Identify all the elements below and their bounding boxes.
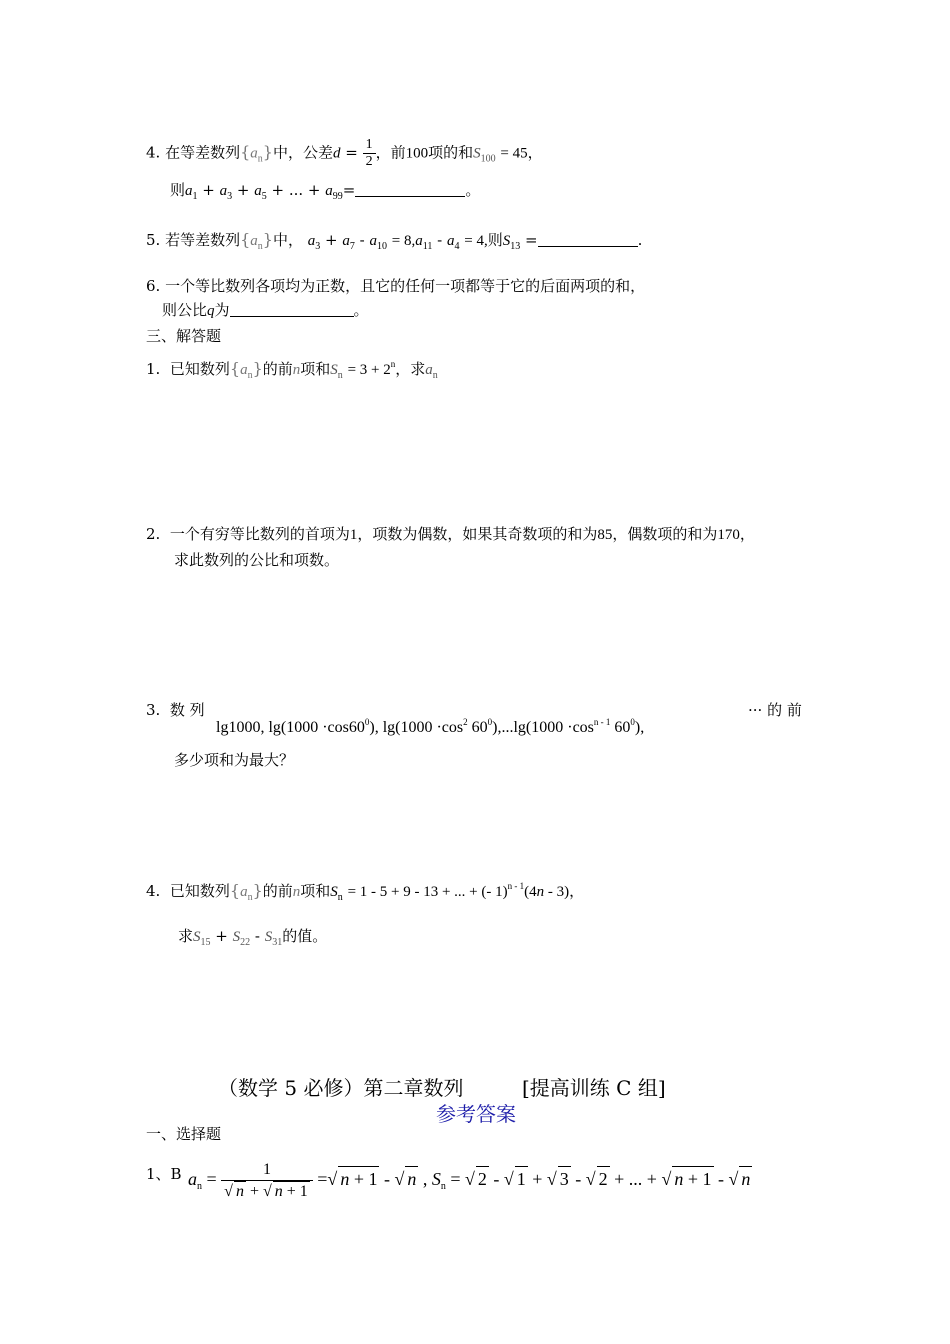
- solve-q3-sequence: lg1000, $\lg(1000 \cdot\cos 60^0)$, $\lg(1000 \cdot\cos^2$ $60^0),...\lg(1000 \cdot\cos^{n - 1}$ $60^0$),: [216, 717, 645, 736]
- solve-q2-line2: 求此数列的公比和项数。: [174, 551, 340, 569]
- q6-number: 6.: [146, 277, 161, 295]
- q4-number: 4.: [146, 143, 161, 162]
- answer-1-formula: $a_n$ = $\frac{1}{√ n + √ n + 1}$ =√ n + 1 - √ n , $S_n$ = √ 2 - √ 1 + √ 3 - √ 2 + ... + √ n + 1 - √ n: [188, 1161, 751, 1200]
- answer-1-label: 1、B: [146, 1165, 182, 1183]
- solve-q3-line2: 多少项和为最大？: [174, 751, 295, 769]
- answers-title-right: [提高训练 C 组]: [522, 1076, 666, 1100]
- answers-title-left: （数学 5 必修）第二章数列: [218, 1076, 464, 1100]
- fill-q4-line1: 4. 在等差数列$\{a_n\}$中，公差d = $\frac{1}{2}$ ，前100项的和$S_{100} = 45$，: [146, 137, 543, 169]
- solve-q4-line1: 4. 已知数列$\{a_n\}$的前n项和$S_n = 1 - 5 + 9 - 13$ + ... + (- 1)$^{n - 1}$(4n - 3)，: [146, 881, 585, 903]
- answers-section1: 一、选择题: [146, 1125, 222, 1143]
- answer-blank[interactable]: [230, 302, 354, 317]
- fill-q6-line1: 6. 一个等比数列各项均为正数，且它的任何一项都等于它的后面两项的和，: [146, 277, 646, 295]
- answer-blank[interactable]: [355, 182, 465, 197]
- section-heading-solve: 三、解答题: [146, 327, 222, 345]
- solve-q4-line2: 求$S_{15} + S_{22} - S_{31}$的值。: [178, 927, 328, 948]
- fill-q4-line2: 则$a_1 + a_3 + a_5$ + ... + $a_{99}=$ 。: [170, 181, 481, 202]
- q5-number: 5.: [146, 231, 161, 249]
- answers-subtitle: 参考答案: [436, 1102, 516, 1126]
- fraction-one-half: $\frac{1}{2}$: [363, 137, 376, 170]
- fill-q6-line2: 则公比q为 。: [162, 301, 369, 319]
- answer-blank[interactable]: [538, 232, 638, 247]
- fill-q5: 5. 若等差数列$\{a_n\}$中， $a_3 + a_7 - a_{10} = 8,a_{11} - a_4 = 4$,则$S_{13}$ = .: [146, 230, 643, 252]
- solve-q3-tail: ··· 的 前: [748, 701, 802, 719]
- solve-q1: 1. 已知数列$\{a_n\}$的前n项和$S_n = 3 + 2^n$，求$a_n$: [146, 359, 438, 381]
- solve-q3-line1: 3. 数 列: [146, 701, 205, 719]
- solve-q2-line1: 2. 一个有穷等比数列的首项为1，项数为偶数，如果其奇数项的和为85，偶数项的和为170，: [146, 525, 755, 543]
